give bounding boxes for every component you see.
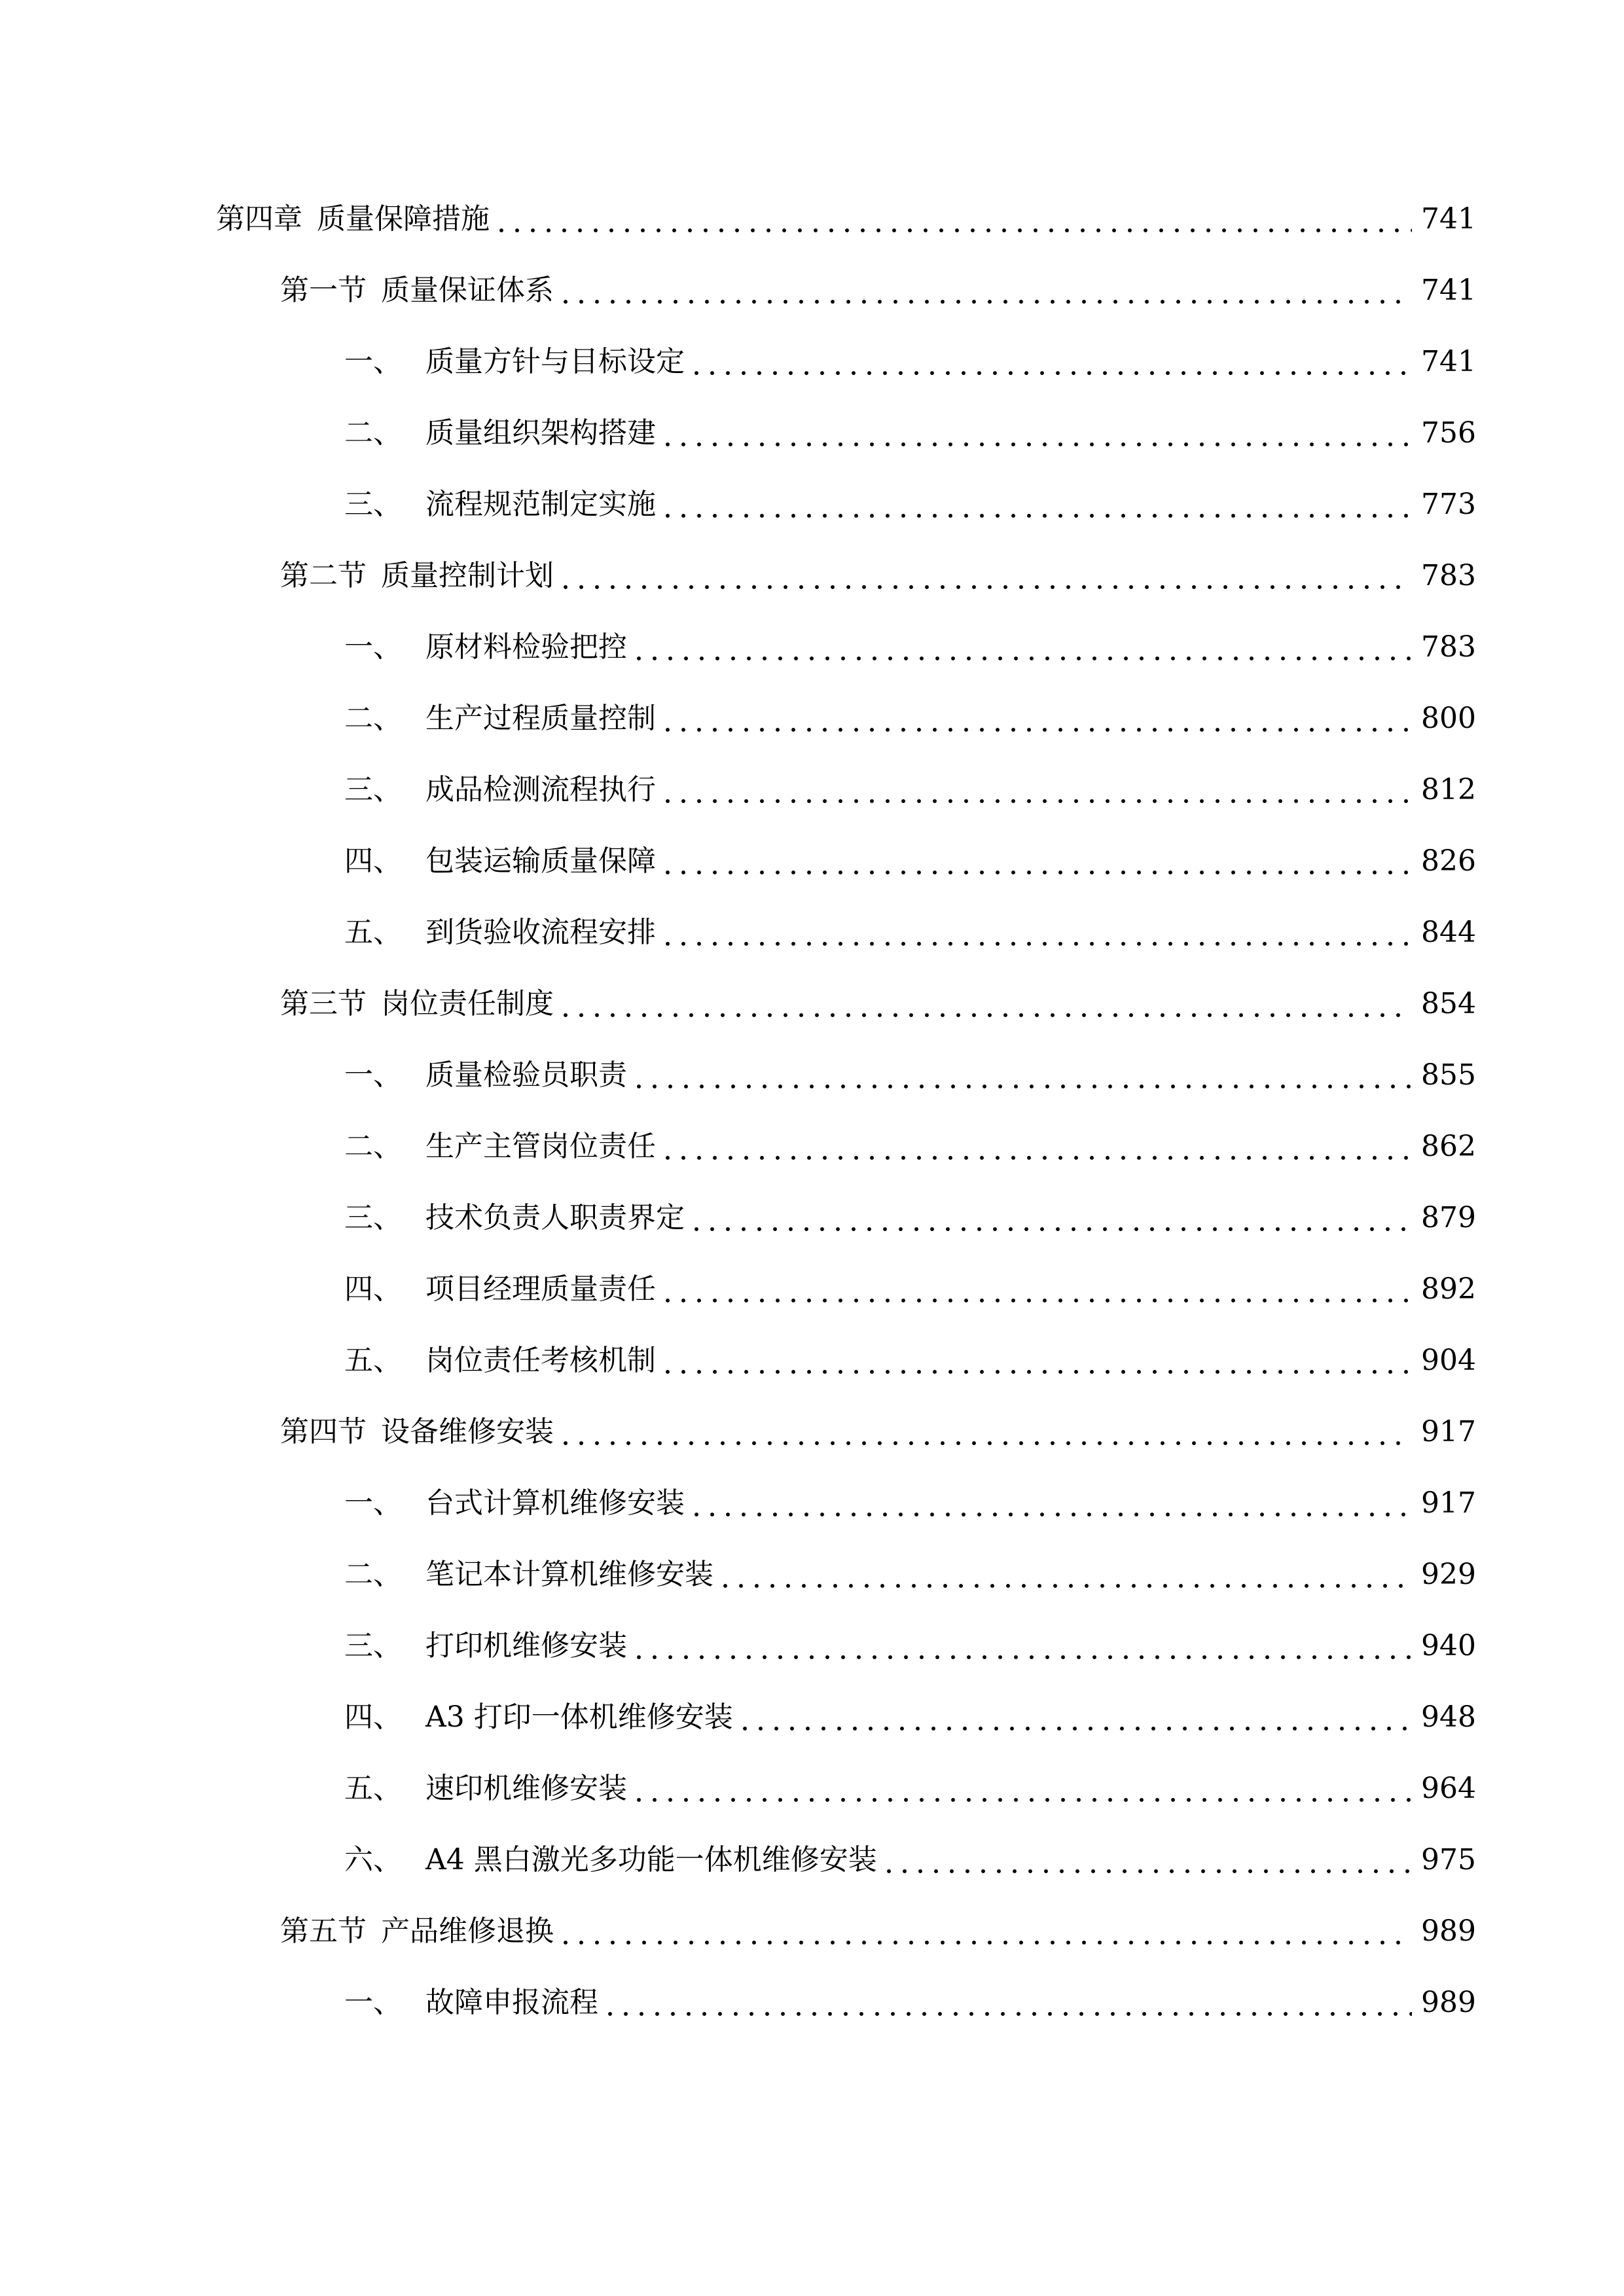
toc-entry-number: 二、 xyxy=(344,1130,402,1163)
toc-entry-item[interactable] xyxy=(344,1837,1476,1884)
toc-entry-page: 940 xyxy=(1421,1629,1476,1662)
dot-leader xyxy=(558,980,1412,1028)
toc-entry-section[interactable] xyxy=(280,980,1476,1028)
toc-entry-page: 741 xyxy=(1421,202,1476,236)
toc-entry-number: 二、 xyxy=(344,702,402,735)
toc-entry-chapter-4[interactable] xyxy=(216,196,1476,243)
toc-entry-title: 生产主管岗位责任 xyxy=(425,1130,656,1163)
dot-leader xyxy=(558,267,1412,314)
toc-entry-page: 783 xyxy=(1421,630,1476,664)
toc-entry-page: 800 xyxy=(1421,702,1476,735)
toc-entry-number: 六、 xyxy=(344,1843,402,1876)
toc-entry-number: 二、 xyxy=(344,416,402,450)
toc-entry-item[interactable] xyxy=(344,481,1476,528)
toc-entry-item[interactable] xyxy=(344,1979,1476,2026)
toc-entry-number: 第四章 xyxy=(216,202,302,236)
toc-entry-page: 929 xyxy=(1421,1558,1476,1591)
dot-leader xyxy=(631,624,1412,671)
toc-entry-number: 一、 xyxy=(344,630,402,664)
toc-entry-page: 917 xyxy=(1421,1486,1476,1520)
toc-entry-number: 第二节 xyxy=(280,559,367,592)
toc-entry-number: 第三节 xyxy=(280,987,367,1020)
toc-entry-page: 741 xyxy=(1421,345,1476,378)
toc-entry-title: 质量方针与目标设定 xyxy=(425,345,685,378)
toc-entry-number: 一、 xyxy=(344,1486,402,1520)
toc-entry-number: 四、 xyxy=(344,1700,402,1734)
dot-leader xyxy=(494,196,1412,243)
toc-entry-section[interactable] xyxy=(280,552,1476,600)
dot-leader xyxy=(689,338,1412,386)
toc-entry-item[interactable] xyxy=(344,624,1476,671)
toc-entry-page: 892 xyxy=(1421,1272,1476,1306)
toc-entry-title: 包装运输质量保障 xyxy=(425,844,656,878)
toc-entry-title: 到货验收流程安排 xyxy=(425,916,656,949)
toc-entry-page: 975 xyxy=(1421,1843,1476,1876)
toc-entry-number: 五、 xyxy=(344,1772,402,1805)
toc-entry-page: 862 xyxy=(1421,1130,1476,1163)
dot-leader xyxy=(660,766,1412,814)
toc-entry-page: 904 xyxy=(1421,1344,1476,1377)
toc-entry-number: 五、 xyxy=(344,1344,402,1377)
dot-leader xyxy=(717,1551,1412,1598)
toc-entry-number: 五、 xyxy=(344,916,402,949)
toc-entry-title: 笔记本计算机维修安装 xyxy=(425,1558,713,1591)
toc-entry-item[interactable] xyxy=(344,1765,1476,1812)
dot-leader xyxy=(689,1194,1412,1242)
toc-entry-title: 技术负责人职责界定 xyxy=(425,1201,685,1234)
toc-entry-title: 质量控制计划 xyxy=(381,559,554,592)
toc-entry-item[interactable] xyxy=(344,338,1476,386)
toc-entry-item[interactable] xyxy=(344,1480,1476,1527)
toc-entry-title: 台式计算机维修安装 xyxy=(425,1486,685,1520)
toc-entry-page: 783 xyxy=(1421,559,1476,592)
toc-entry-page: 812 xyxy=(1421,773,1476,806)
toc-entry-item[interactable] xyxy=(344,766,1476,814)
toc-entry-number: 三、 xyxy=(344,488,402,521)
dot-leader xyxy=(689,1480,1412,1527)
toc-entry-item[interactable] xyxy=(344,1551,1476,1598)
toc-entry-item[interactable] xyxy=(344,909,1476,956)
toc-entry-number: 四、 xyxy=(344,1272,402,1306)
toc-entry-title: 岗位责任考核机制 xyxy=(425,1344,656,1377)
toc-entry-title: 速印机维修安装 xyxy=(425,1772,627,1805)
dot-leader xyxy=(558,1908,1412,1955)
toc-entry-title: 产品维修退换 xyxy=(381,1914,554,1948)
dot-leader xyxy=(631,1623,1412,1670)
dot-leader xyxy=(558,1408,1412,1456)
dot-leader xyxy=(660,1266,1412,1313)
toc-entry-item[interactable] xyxy=(344,1694,1476,1741)
toc-entry-number: 一、 xyxy=(344,1058,402,1092)
toc-entry-page: 917 xyxy=(1421,1415,1476,1448)
toc-entry-title: 项目经理质量责任 xyxy=(425,1272,656,1306)
dot-leader xyxy=(660,410,1412,457)
toc-entry-title: A4 黑白激光多功能一体机维修安装 xyxy=(425,1843,877,1876)
toc-entry-title: A3 打印一体机维修安装 xyxy=(425,1700,733,1734)
toc-entry-number: 第四节 xyxy=(280,1415,367,1448)
toc-entry-title: 打印机维修安装 xyxy=(425,1629,627,1662)
toc-entry-section[interactable] xyxy=(280,1408,1476,1456)
toc-entry-page: 741 xyxy=(1421,274,1476,307)
toc-entry-title: 质量保障措施 xyxy=(317,202,490,236)
dot-leader xyxy=(631,1052,1412,1099)
toc-entry-number: 三、 xyxy=(344,1201,402,1234)
toc-entry-item[interactable] xyxy=(344,1052,1476,1099)
dot-leader xyxy=(660,1123,1412,1170)
toc-entry-page: 855 xyxy=(1421,1058,1476,1092)
dot-leader xyxy=(660,909,1412,956)
toc-entry-page: 989 xyxy=(1421,1914,1476,1948)
toc-entry-title: 质量保证体系 xyxy=(381,274,554,307)
toc-entry-title: 故障申报流程 xyxy=(425,1986,598,2019)
dot-leader xyxy=(602,1979,1412,2026)
toc-entry-title: 岗位责任制度 xyxy=(381,987,554,1020)
toc-entry-page: 844 xyxy=(1421,916,1476,949)
toc-entry-number: 四、 xyxy=(344,844,402,878)
toc-entry-page: 854 xyxy=(1421,987,1476,1020)
toc-entry-number: 一、 xyxy=(344,1986,402,2019)
toc-entry-item[interactable] xyxy=(344,1266,1476,1313)
toc-entry-page: 826 xyxy=(1421,844,1476,878)
toc-entry-title: 质量组织架构搭建 xyxy=(425,416,656,450)
toc-entry-item[interactable] xyxy=(344,1194,1476,1242)
toc-entry-page: 989 xyxy=(1421,1986,1476,2019)
toc-entry-page: 879 xyxy=(1421,1201,1476,1234)
toc-entry-title: 原材料检验把控 xyxy=(425,630,627,664)
toc-entry-page: 773 xyxy=(1421,488,1476,521)
dot-leader xyxy=(881,1837,1412,1884)
toc-entry-title: 成品检测流程执行 xyxy=(425,773,656,806)
toc-entry-title: 设备维修安装 xyxy=(381,1415,554,1448)
toc-entry-item[interactable] xyxy=(344,1123,1476,1170)
dot-leader xyxy=(631,1765,1412,1812)
dot-leader xyxy=(660,838,1412,885)
toc-entry-number: 二、 xyxy=(344,1558,402,1591)
toc-entry-number: 第五节 xyxy=(280,1914,367,1948)
toc-entry-title: 流程规范制定实施 xyxy=(425,488,656,521)
toc-entry-section[interactable] xyxy=(280,267,1476,314)
toc-entry-item[interactable] xyxy=(344,695,1476,742)
toc-entry-page: 964 xyxy=(1421,1772,1476,1805)
toc-entry-title: 质量检验员职责 xyxy=(425,1058,627,1092)
dot-leader xyxy=(737,1694,1412,1741)
toc-entry-section[interactable] xyxy=(280,1908,1476,1955)
toc-entry-item[interactable] xyxy=(344,838,1476,885)
toc-entry-page: 756 xyxy=(1421,416,1476,450)
toc-entry-item[interactable] xyxy=(344,1623,1476,1670)
toc-entry-item[interactable] xyxy=(344,1337,1476,1384)
dot-leader xyxy=(660,481,1412,528)
toc-entry-number: 三、 xyxy=(344,1629,402,1662)
toc-entry-title: 生产过程质量控制 xyxy=(425,702,656,735)
dot-leader xyxy=(660,695,1412,742)
toc-entry-number: 第一节 xyxy=(280,274,367,307)
toc-entry-number: 一、 xyxy=(344,345,402,378)
toc-entry-page: 948 xyxy=(1421,1700,1476,1734)
toc-entry-item[interactable] xyxy=(344,410,1476,457)
dot-leader xyxy=(558,552,1412,600)
toc-entry-number: 三、 xyxy=(344,773,402,806)
dot-leader xyxy=(660,1337,1412,1384)
